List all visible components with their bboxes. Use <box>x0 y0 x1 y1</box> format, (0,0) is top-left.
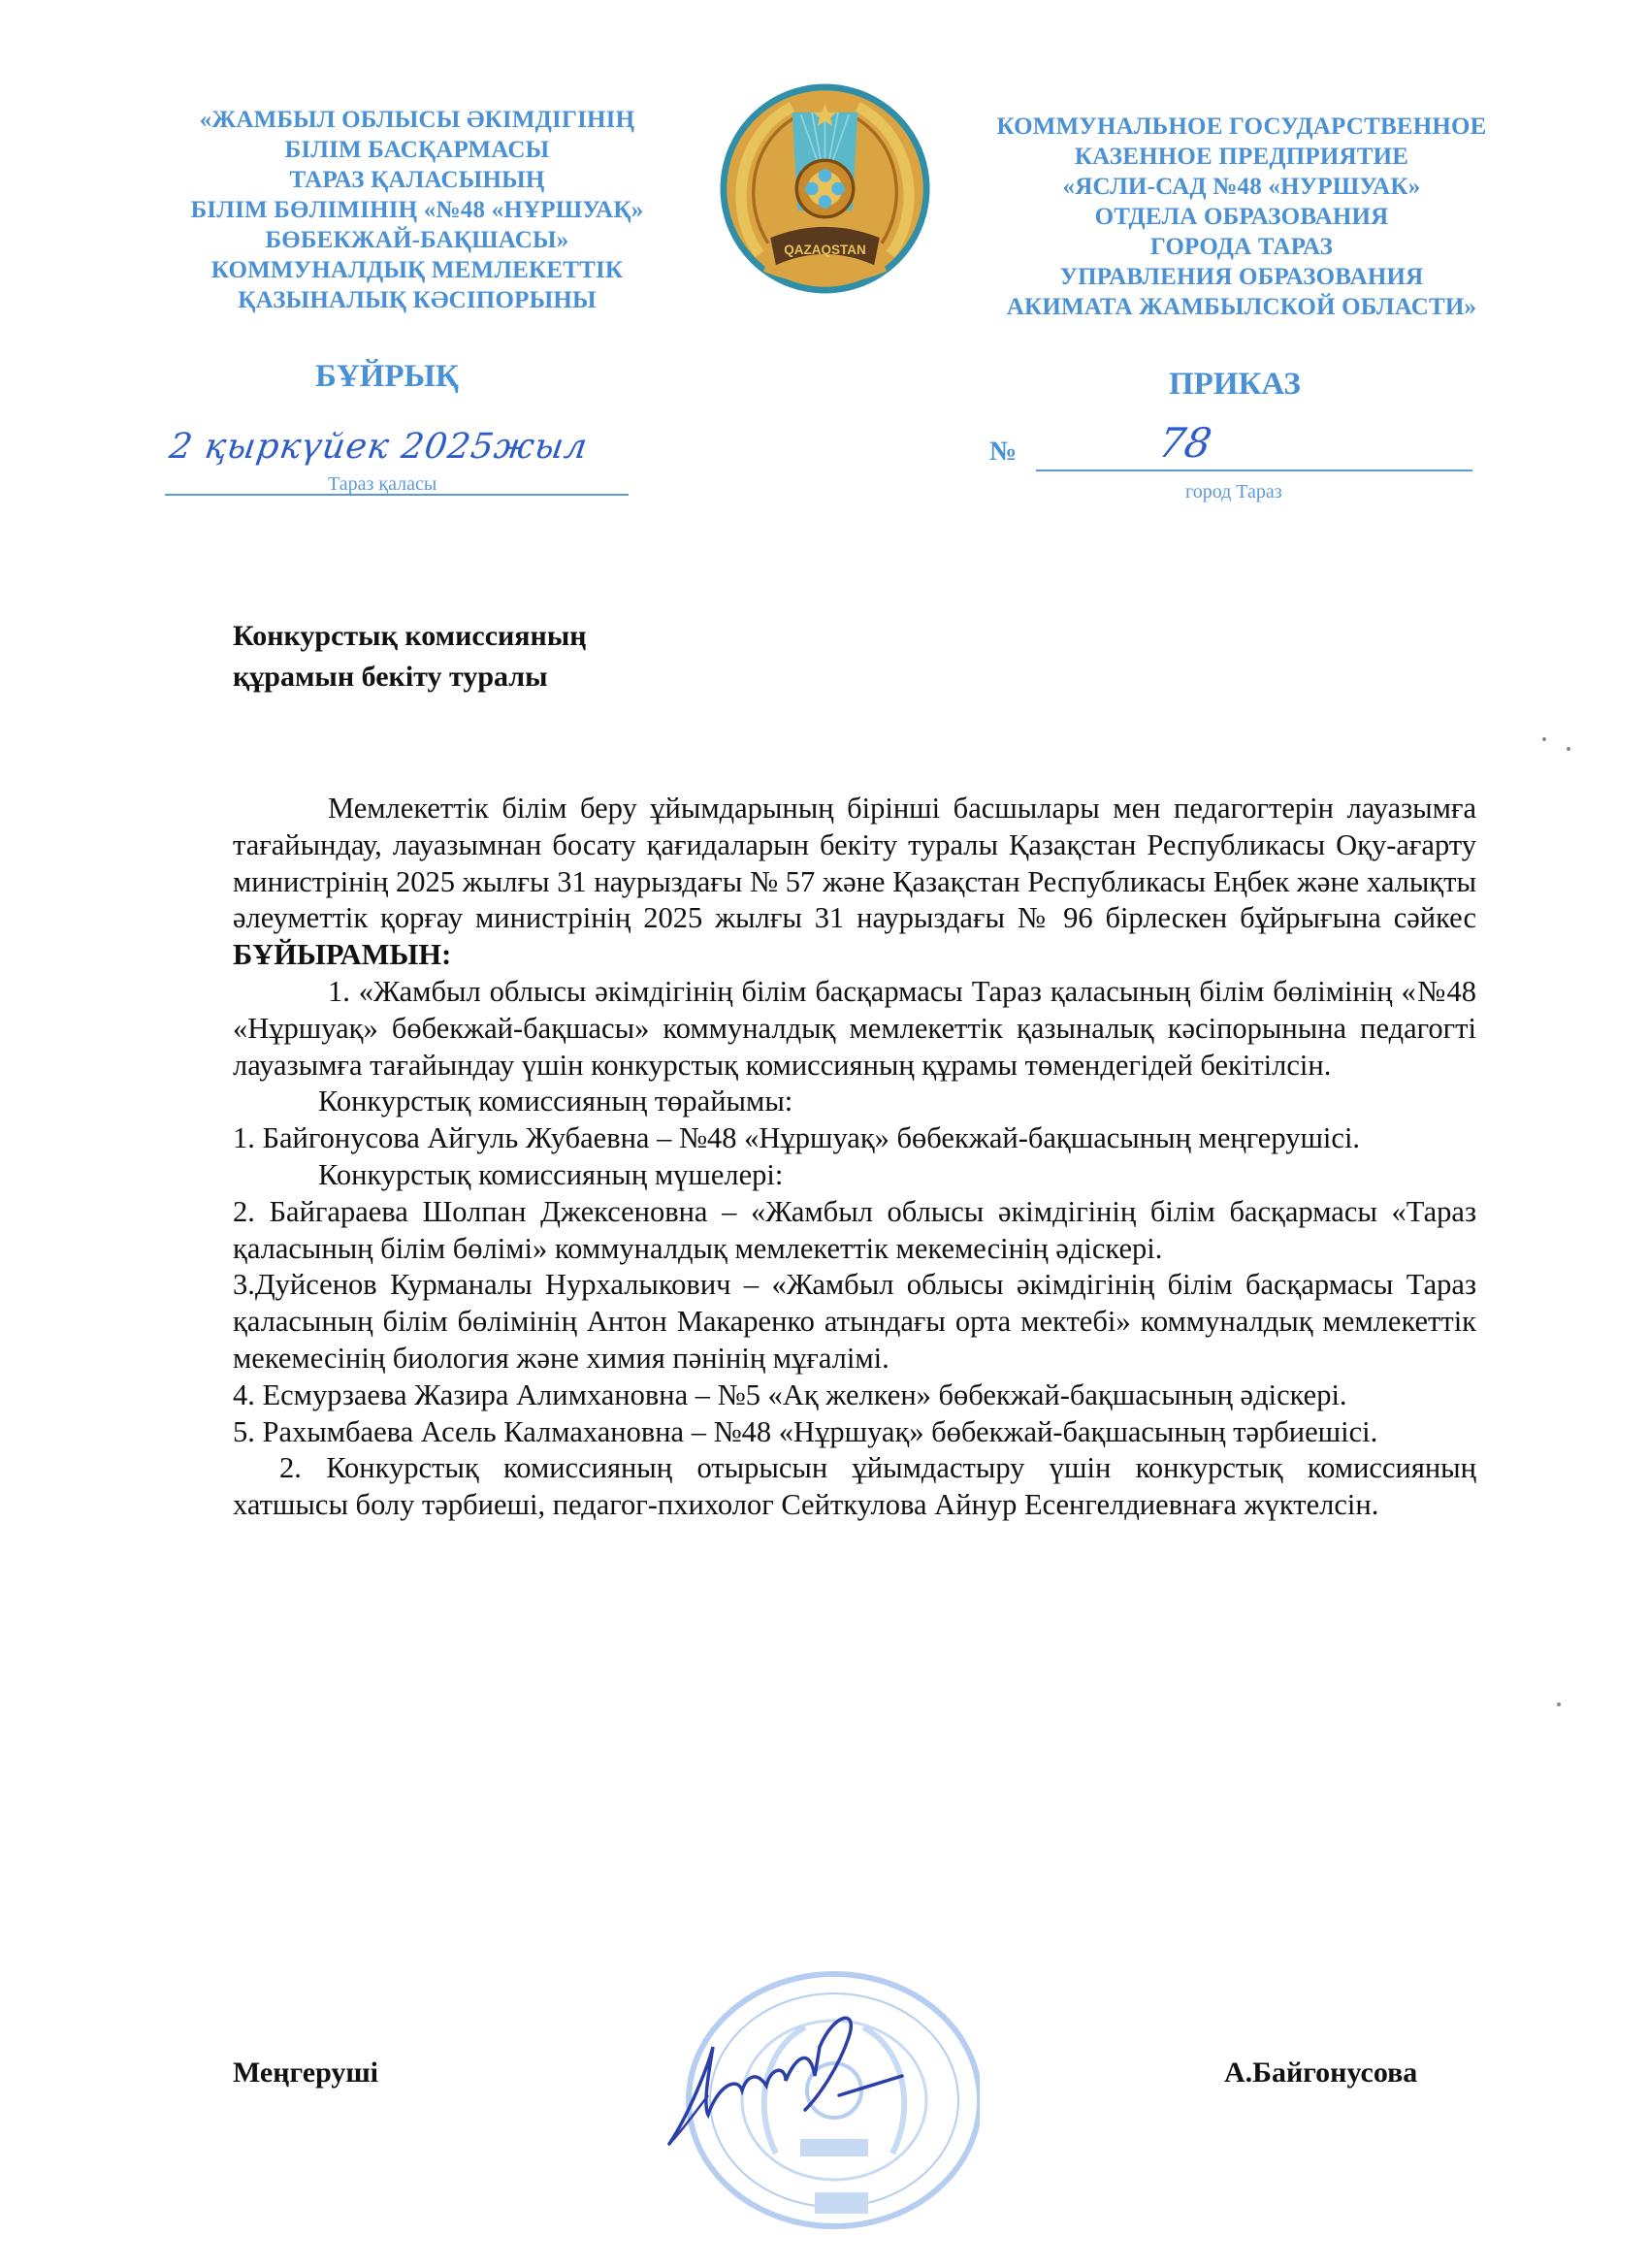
number-sign: № <box>989 437 1018 467</box>
header-russian-organization <box>960 112 1523 322</box>
header-line: КОММУНАЛДЫҚ МЕМЛЕКЕТТІК <box>210 257 624 283</box>
member-entry: 2. Байгараева Шолпан Джексеновна – «Жамбыл облысы әкімдігінің білім басқармасы «Тараз қаласының білім бөлімі» коммуналдық мемлекеттік мекемесінің әдіскері. <box>233 1194 1476 1265</box>
handwritten-order-number: 78 <box>1154 419 1215 467</box>
scan-speck <box>1557 1702 1561 1706</box>
header-line: ГОРОДА ТАРАЗ <box>1149 234 1334 260</box>
header-line: ТАРАЗ ҚАЛАСЫНЫҢ <box>289 167 545 193</box>
number-underline <box>1036 470 1472 471</box>
header-line: ОТДЕЛА ОБРАЗОВАНИЯ <box>1094 204 1389 230</box>
member-entry: 4. Есмурзаева Жазира Алимхановна – №5 «Ақ желкен» бөбекжай-бақшасының әдіскері. <box>233 1377 1347 1411</box>
order-label-russian: ПРИКАЗ <box>1169 367 1301 402</box>
header-line: КОММУНАЛЬНОЕ ГОСУДАРСТВЕННОЕ <box>996 113 1487 140</box>
header-line: «ЖАМБЫЛ ОБЛЫСЫ ӘКІМДІГІНІҢ <box>199 107 635 133</box>
member-entry: 3.Дуйсенов Курманалы Нурхалыкович – «Жамбыл облысы әкімдігінің білім басқармасы Тараз қаласының білім бөлімінің Антон Макаренко атындағы орта мектебі» коммуналдық мемлекеттік мекемесінің биология және химия пәнінің мұғалімі. <box>233 1268 1476 1375</box>
header-line: БІЛІМ БАСҚАРМАСЫ <box>284 137 550 163</box>
chair-entry: 1. Байгонусова Айгуль Жубаевна – №48 «Нұршуақ» бөбекжай-бақшасының меңгерушісі. <box>233 1121 1361 1155</box>
header-line: УПРАВЛЕНИЯ ОБРАЗОВАНИЯ <box>1059 264 1424 290</box>
title-line: құрамын бекіту туралы <box>233 661 548 693</box>
signer-position: Меңгеруші <box>233 2057 379 2089</box>
emblem-label: QAZAQSTAN <box>784 243 866 257</box>
preamble-text: Мемлекеттік білім беру ұйымдарының бірінші басшылары мен педагогтерін лауазымға тағайындау, лауазымнан босату қағидаларын бекіту туралы Қазақстан Республикасы Оқу-ағарту министрінің 2025 жылғы 31 наурыздағы № 57 және Қазақстан Республикасы Еңбек және халықты әлеуметтік қорғау министрінің 2025 жылғы 31 наурыздағы № 96 бірлескен бұйрығына сәйкес <box>233 792 1476 935</box>
order-word: БҰЙЫРАМЫН: <box>233 938 452 972</box>
header-line: БӨБЕКЖАЙ-БАҚШАСЫ» <box>265 227 569 253</box>
handwritten-signature-icon <box>650 2008 941 2154</box>
city-russian: город Тараз <box>1185 481 1282 502</box>
chair-heading: Конкурстық комиссияның төрайымы: <box>318 1085 793 1118</box>
scan-speck <box>1567 747 1570 751</box>
members-heading: Конкурстық комиссияның мүшелері: <box>318 1157 784 1191</box>
signer-name: А.Байгонусова <box>1224 2057 1418 2089</box>
header-line: ҚАЗЫНАЛЫҚ КӘСІПОРЫНЫ <box>238 287 597 313</box>
handwritten-date: 2 қыркүйек 2025жыл <box>167 427 591 467</box>
document-title <box>233 616 587 697</box>
header-line: «ЯСЛИ-САД №48 «НУРШУАК» <box>1062 174 1421 200</box>
title-line: Конкурстық комиссияның <box>233 620 587 652</box>
member-entry: 5. Рахымбаева Асель Калмахановна – №48 «Нұршуақ» бөбекжай-бақшасының тәрбиешісі. <box>233 1414 1378 1448</box>
header-line: КАЗЕННОЕ ПРЕДПРИЯТИЕ <box>1074 144 1409 170</box>
city-kazakh: Тараз қаласы <box>328 473 437 495</box>
header-line: АКИМАТА ЖАМБЫЛСКОЙ ОБЛАСТИ» <box>1006 294 1477 320</box>
state-emblem-icon <box>716 80 934 298</box>
item-2: 2. Конкурстық комиссияның отырысын ұйымдастыру үшін конкурстық комиссияның хатшысы болу тәрбиеші, педагог-пхихолог Сейткулова Айнур Есенгелдиевнаға жүктелсін. <box>233 1451 1476 1522</box>
header-line: БІЛІМ БӨЛІМІНІҢ «№48 «НҰРШУАҚ» <box>190 197 644 223</box>
preamble-paragraph <box>233 791 1476 974</box>
document-body <box>233 791 1476 1524</box>
scan-speck <box>1542 737 1546 741</box>
item-1: 1. «Жамбыл облысы әкімдігінің білім басқармасы Тараз қаласының білім бөлімінің «№48 «Нұршуақ» бөбекжай-бақшасы» коммуналдық мемлекеттік қазыналық кәсіпорынына педагогті лауазымға тағайындау үшін конкурстық комиссияның құрамы төмендегідей бекітілсін. <box>233 974 1476 1082</box>
order-label-kazakh: БҰЙРЫҚ <box>315 359 459 394</box>
header-kazakh-organization <box>155 105 679 315</box>
